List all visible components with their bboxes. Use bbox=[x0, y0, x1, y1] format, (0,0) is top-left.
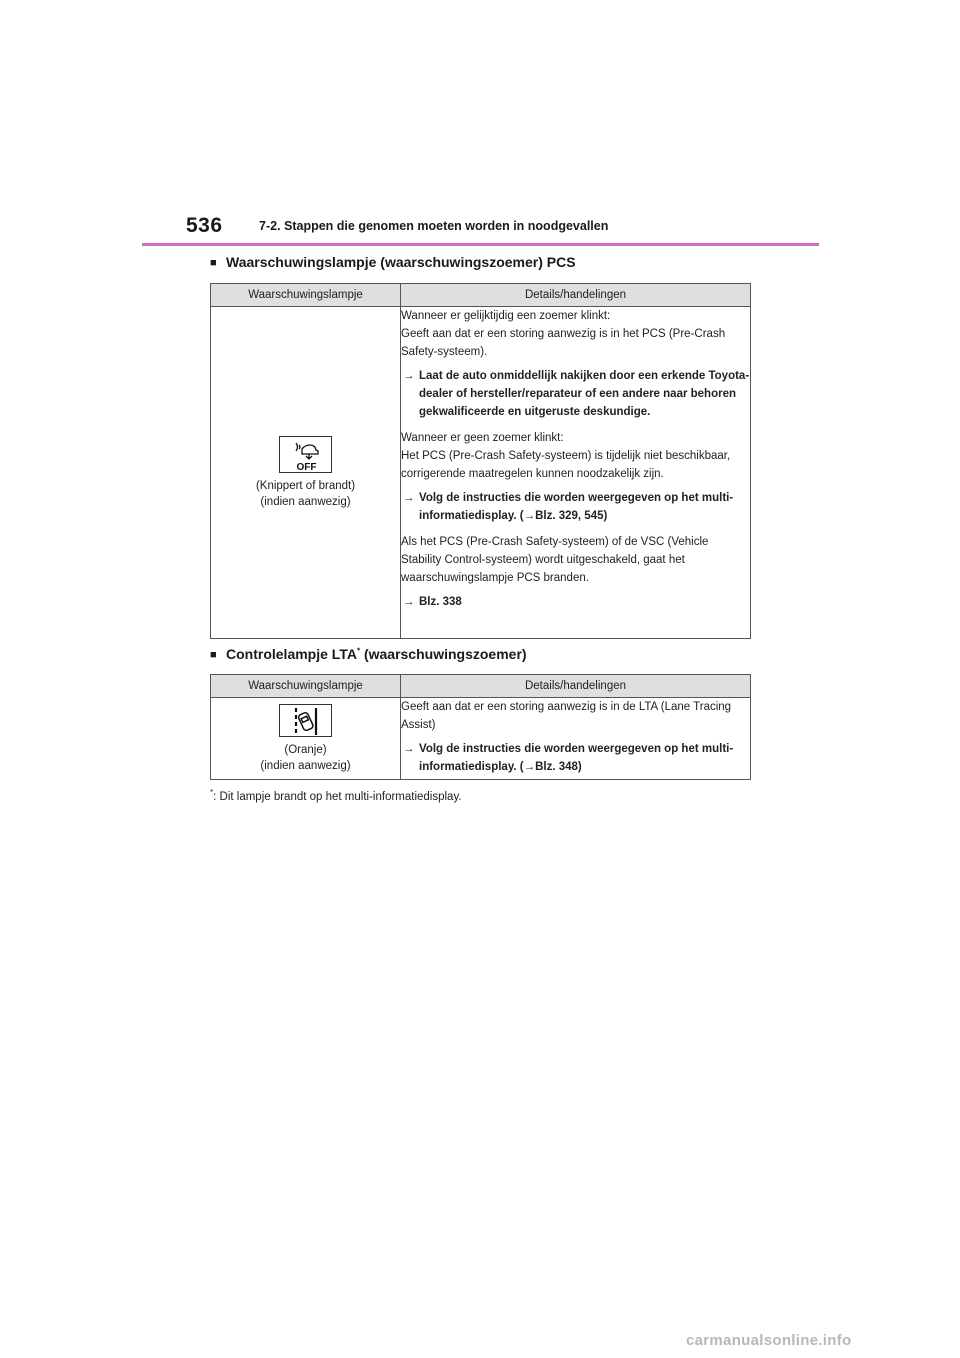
section-bullet: ■ bbox=[210, 257, 217, 269]
header-rule bbox=[142, 243, 819, 246]
lamp-caption-2: (indien aanwezig) bbox=[260, 495, 351, 508]
table-row bbox=[211, 698, 751, 780]
details-cell bbox=[401, 307, 751, 639]
section-bullet: ■ bbox=[210, 649, 217, 661]
pcs-warning-table bbox=[210, 283, 751, 639]
watermark: carmanualsonline.info bbox=[686, 1332, 852, 1349]
section-heading-lta bbox=[210, 646, 527, 662]
arrow-icon: → bbox=[403, 596, 415, 608]
action-item bbox=[401, 489, 750, 525]
column-header-details: Details/handelingen bbox=[401, 284, 751, 307]
footnote bbox=[210, 788, 462, 803]
pcs-off-icon bbox=[279, 436, 332, 473]
lamp-cell bbox=[211, 307, 401, 639]
details-paragraph: Als het PCS (Pre-Crash Safety-systeem) of de VSC (Vehicle Stability Control-systeem) wordt uitgeschakeld, gaat het waarschuwingslampje PCS branden. bbox=[401, 536, 709, 584]
inline-arrow: → bbox=[523, 510, 536, 522]
icon-off-label: OFF bbox=[296, 461, 317, 473]
column-header-lamp: Waarschuwingslampje bbox=[211, 675, 401, 698]
details-paragraph: Wanneer er gelijktijdig een zoemer klinkt: Geeft aan dat er een storing aanwezig is in het PCS (Pre-Crash Safety-systeem). bbox=[401, 310, 726, 358]
arrow-icon: → bbox=[403, 370, 415, 382]
footnote-text: : Dit lampje brandt op het multi-informatiedisplay. bbox=[213, 790, 462, 803]
action-text: Volg de instructies die worden weergegeven op het multi-informatiedisplay. ( bbox=[419, 743, 734, 773]
section-title: Controlelampje LTA bbox=[226, 646, 357, 662]
arrow-icon: → bbox=[403, 743, 415, 755]
section-heading-pcs bbox=[210, 254, 576, 270]
page-reference-link[interactable]: Blz. 329, 545) bbox=[535, 510, 608, 522]
table-header-row bbox=[211, 675, 751, 698]
chapter-title: 7-2. Stappen die genomen moeten worden in noodgevallen bbox=[259, 219, 609, 233]
section-title: Waarschuwingslampje (waarschuwingszoemer) PCS bbox=[226, 254, 576, 270]
details-cell bbox=[401, 698, 751, 780]
action-text: Laat de auto onmiddellijk nakijken door een erkende Toyota-dealer of hersteller/reparateur of een andere naar behoren gekwalificeerde en uitgeruste deskundige. bbox=[419, 370, 750, 418]
details-paragraph: Wanneer er geen zoemer klinkt: Het PCS (Pre-Crash Safety-systeem) is tijdelijk niet beschikbaar, corrigerende maatregelen kunnen noodzakelijk zijn. bbox=[401, 432, 731, 480]
table-header-row bbox=[211, 284, 751, 307]
page-reference-link[interactable]: Blz. 338 bbox=[419, 596, 462, 608]
lta-icon bbox=[279, 704, 332, 737]
action-item bbox=[401, 367, 750, 421]
section-title-suffix: (waarschuwingszoemer) bbox=[360, 646, 527, 662]
lamp-caption-2: (indien aanwezig) bbox=[260, 759, 351, 772]
lamp-cell bbox=[211, 698, 401, 780]
column-header-lamp: Waarschuwingslampje bbox=[211, 284, 401, 307]
footnote-marker: * bbox=[356, 646, 361, 656]
column-header-details: Details/handelingen bbox=[401, 675, 751, 698]
footnote-marker: * bbox=[210, 788, 214, 797]
action-item bbox=[401, 740, 750, 776]
lamp-caption-1: (Knippert of brandt) bbox=[255, 479, 356, 492]
details-paragraph: Geeft aan dat er een storing aanwezig is in de LTA (Lane Tracing Assist) bbox=[401, 701, 732, 731]
action-item bbox=[401, 593, 750, 611]
action-text: Volg de instructies die worden weergegeven op het multi-informatiedisplay. ( bbox=[419, 492, 734, 522]
lta-warning-table bbox=[210, 674, 751, 780]
arrow-icon: → bbox=[403, 492, 415, 504]
page-reference-link[interactable]: Blz. 348) bbox=[535, 761, 582, 773]
inline-arrow: → bbox=[523, 761, 536, 773]
table-row bbox=[211, 307, 751, 639]
lamp-caption-1: (Oranje) bbox=[284, 743, 327, 756]
page-number: 536 bbox=[186, 214, 223, 237]
